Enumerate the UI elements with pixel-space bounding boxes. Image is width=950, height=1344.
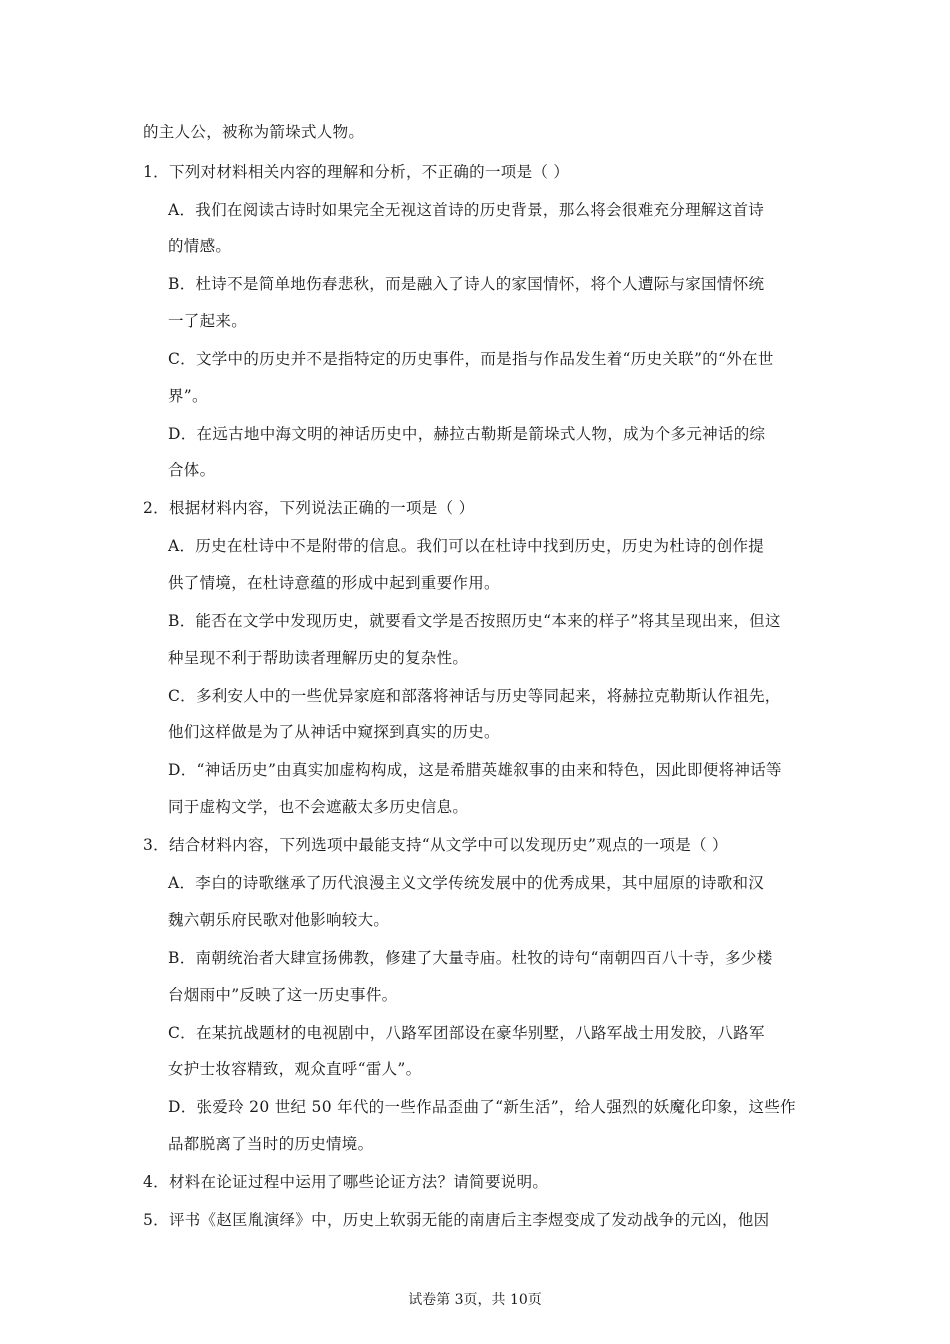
q3-option-b: B．南朝统治者大肆宣扬佛教，修建了大量寺庙。杜牧的诗句“南朝四百八十寺，多少楼 <box>168 949 773 967</box>
intro-tail-text: 的主人公，被称为箭垛式人物。 <box>143 123 365 141</box>
q3-option-d-cont: 品都脱离了当时的历史情境。 <box>168 1135 374 1153</box>
q3-option-a: A．李白的诗歌继承了历代浪漫主义文学传统发展中的优秀成果，其中屈原的诗歌和汉 <box>168 874 765 892</box>
q3-option-a-cont: 魏六朝乐府民歌对他影响较大。 <box>168 911 390 929</box>
q2-option-d: D．“神话历史”由真实加虚构构成，这是希腊英雄叙事的由来和特色，因此即便将神话等 <box>168 761 782 779</box>
q1-option-d-cont: 合体。 <box>168 461 216 479</box>
q2-option-d-cont: 同于虚构文学，也不会遮蔽太多历史信息。 <box>168 798 469 816</box>
page-footer: 试卷第 3页，共 10页 <box>408 1292 542 1308</box>
question-4-stem: 4．材料在论证过程中运用了哪些论证方法？请简要说明。 <box>143 1173 549 1191</box>
q1-option-b-cont: 一了起来。 <box>168 312 248 330</box>
question-3-stem: 3．结合材料内容，下列选项中最能支持“从文学中可以发现历史”观点的一项是（ ） <box>143 836 728 854</box>
q3-option-b-cont: 台烟雨中”反映了这一历史事件。 <box>168 986 398 1004</box>
q2-option-b: B．能否在文学中发现历史，就要看文学是否按照历史“本来的样子”将其呈现出来，但这 <box>168 612 781 630</box>
q2-option-a: A．历史在杜诗中不是附带的信息。我们可以在杜诗中找到历史，历史为杜诗的创作提 <box>168 537 765 555</box>
q1-option-a-cont: 的情感。 <box>168 237 232 255</box>
question-5-stem: 5．评书《赵匡胤演绎》中，历史上软弱无能的南唐后主李煜变成了发动战争的元凶，他因 <box>143 1211 770 1229</box>
question-1-stem: 1．下列对材料相关内容的理解和分析，不正确的一项是（ ） <box>143 163 570 181</box>
q1-option-a: A．我们在阅读古诗时如果完全无视这首诗的历史背景，那么将会很难充分理解这首诗 <box>168 201 765 219</box>
q2-option-b-cont: 种呈现不利于帮助读者理解历史的复杂性。 <box>168 649 469 667</box>
q3-option-c-cont: 女护士妆容精致，观众直呼“雷人”。 <box>168 1060 422 1078</box>
q3-option-c: C．在某抗战题材的电视剧中，八路军团部设在豪华别墅，八路军战士用发胶，八路军 <box>168 1024 765 1042</box>
q2-option-c-cont: 他们这样做是为了从神话中窥探到真实的历史。 <box>168 723 500 741</box>
q1-option-d: D．在远古地中海文明的神话历史中，赫拉古勒斯是箭垛式人物，成为个多元神话的综 <box>168 425 766 443</box>
q2-option-a-cont: 供了情境，在杜诗意蕴的形成中起到重要作用。 <box>168 574 500 592</box>
question-2-stem: 2．根据材料内容，下列说法正确的一项是（ ） <box>143 499 475 517</box>
q2-option-c: C．多利安人中的一些优异家庭和部落将神话与历史等同起来，将赫拉克勒斯认作祖先， <box>168 687 781 705</box>
q3-option-d: D．张爱玲 20 世纪 50 年代的一些作品歪曲了“新生活”，给人强烈的妖魔化印象，这些作 <box>168 1098 796 1116</box>
q1-option-c: C．文学中的历史并不是指特定的历史事件，而是指与作品发生着“历史关联”的“外在世 <box>168 350 774 368</box>
q1-option-c-cont: 界”。 <box>168 387 208 405</box>
q1-option-b: B．杜诗不是简单地伤春悲秋，而是融入了诗人的家国情怀，将个人遭际与家国情怀统 <box>168 275 765 293</box>
